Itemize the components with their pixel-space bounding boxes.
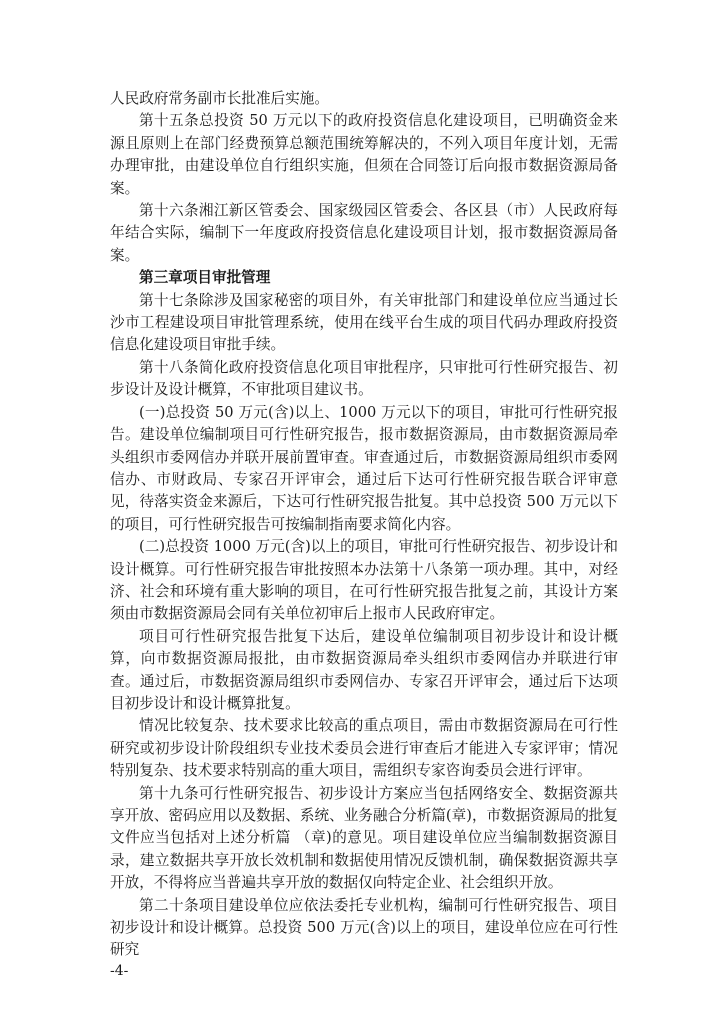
body-paragraph: 第十五条总投资 50 万元以下的政府投资信息化建设项目，已明确资金来源且原则上在部门经费预算总额范围统筹解决的，不列入项目年度计划，无需办理审批，由建设单位自行组织实施，但须在合同签订后向报市数据资源局备案。 bbox=[110, 112, 618, 197]
document-body bbox=[110, 88, 618, 962]
page-number: -4- bbox=[110, 963, 129, 979]
body-paragraph: 第十七条除涉及国家秘密的项目外，有关审批部门和建设单位应当通过长沙市工程建设项目审批管理系统，使用在线平台生成的项目代码办理政府投资信息化建设项目审批手续。 bbox=[110, 291, 618, 354]
body-paragraph: (一)总投资 50 万元(含)以上、1000 万元以下的项目，审批可行性研究报告。建设单位编制项目可行性研究报告，报市数据资源局，由市数据资源局牵头组织市委网信办并联开展前置审查。审查通过后，市数据资源局组织市委网信办、市财政局、专家召开评审会，通过后下达可行性研究报告联合评审意见，待落实资金来源后，下达可行性研究报告批复。其中总投资 500 万元以下的项目，可行性研究报告可按编制指南要求简化内容。 bbox=[110, 403, 618, 533]
body-paragraph: 第十八条简化政府投资信息化项目审批程序，只审批可行性研究报告、初步设计及设计概算，不审批项目建议书。 bbox=[110, 358, 618, 399]
chapter-heading: 第三章项目审批管理 bbox=[139, 269, 271, 287]
body-paragraph: (二)总投资 1000 万元(含)以上的项目，审批可行性研究报告、初步设计和设计概算。可行性研究报告审批按照本办法第十八条第一项办理。其中，对经济、社会和环境有重大影响的项目，在可行性研究报告批复之前，其设计方案须由市数据资源局会同有关单位初审后上报市人民政府审定。 bbox=[110, 538, 618, 623]
body-paragraph: 第十六条湘江新区管委会、国家级园区管委会、各区县（市）人民政府每年结合实际，编制下一年度政府投资信息化建设项目计划，报市数据资源局备案。 bbox=[110, 202, 618, 264]
body-paragraph: 情况比较复杂、技术要求比较高的重点项目，需由市数据资源局在可行性研究或初步设计阶段组织专业技术委员会进行审查后才能进入专家评审；情况特别复杂、技术要求特别高的重大项目，需组织专家咨询委员会进行评审。 bbox=[110, 717, 618, 780]
body-paragraph: 第二十条项目建设单位应依法委托专业机构，编制可行性研究报告、项目初步设计和设计概算。总投资 500 万元(含)以上的项目，建设单位应在可行性研究 bbox=[110, 896, 618, 959]
body-paragraph: 人民政府常务副市长批准后实施。 bbox=[110, 90, 329, 107]
body-paragraph: 第十九条可行性研究报告、初步设计方案应当包括网络安全、数据资源共享开放、密码应用以及数据、系统、业务融合分析篇(章)，市数据资源局的批复文件应当包括对上述分析篇 （章)的意见。项目建设单位应当编制数据资源目录，建立数据共享开放长效机制和数据使用情况反馈机制，确保数据资源共享开放，不得将应当普遍共享开放的数据仅向特定企业、社会组织开放。 bbox=[110, 784, 618, 892]
body-paragraph: 项目可行性研究报告批复下达后，建设单位编制项目初步设计和设计概算，向市数据资源局报批，由市数据资源局牵头组织市委网信办并联进行审查。通过后，市数据资源局组织市委网信办、专家召开评审会，通过后下达项目初步设计和设计概算批复。 bbox=[110, 627, 618, 712]
